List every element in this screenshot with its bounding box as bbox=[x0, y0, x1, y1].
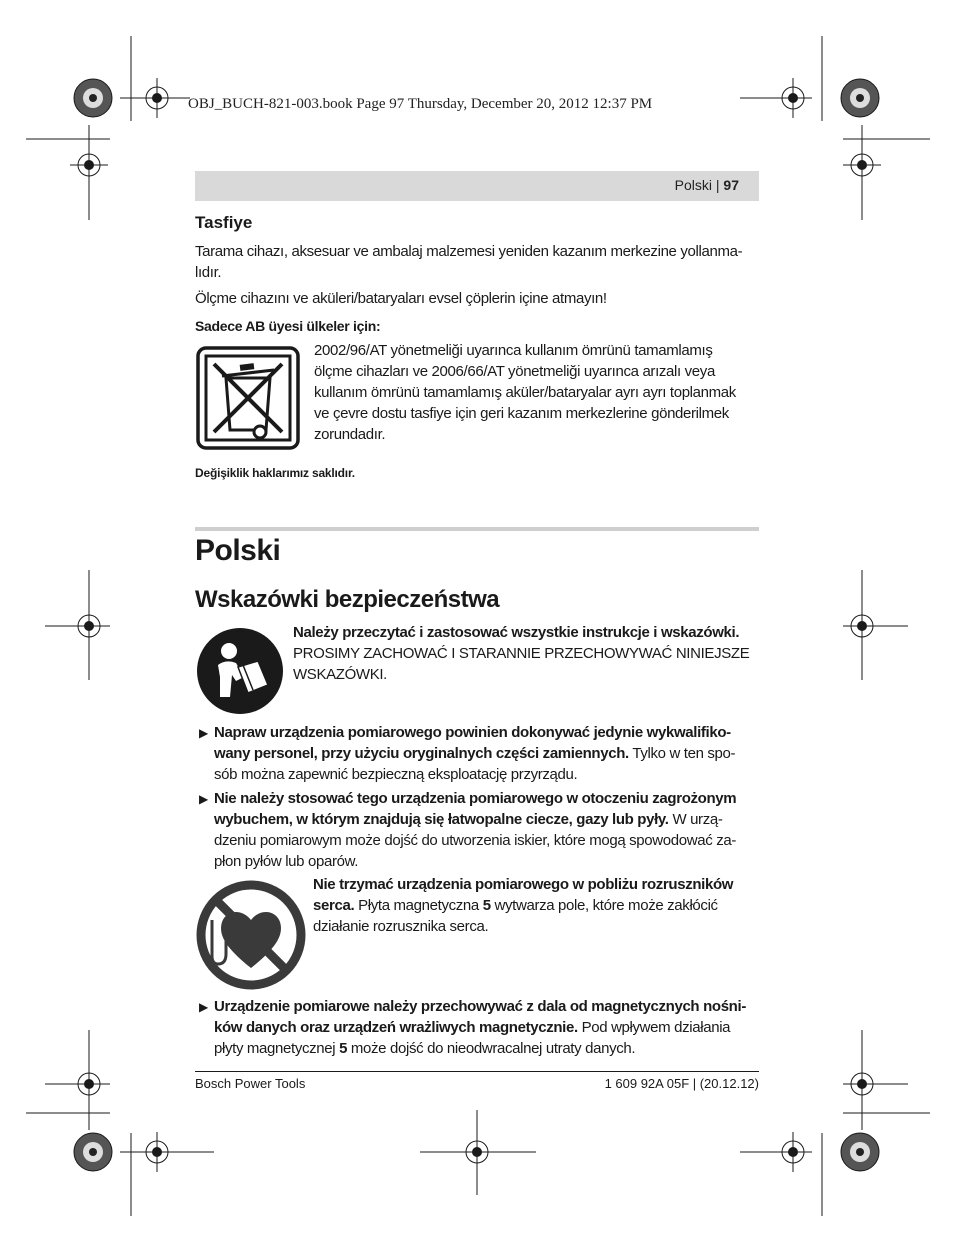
text-line bbox=[214, 1017, 746, 1038]
regular-text: może dojść do nieodwracalnej utraty danych. bbox=[347, 1040, 636, 1057]
starburst-mark bbox=[74, 79, 112, 117]
text-line bbox=[214, 809, 736, 830]
header-language: Polski bbox=[674, 177, 712, 193]
safety-bullet-magnetic bbox=[214, 996, 746, 1059]
safety-bullet-explosive bbox=[214, 788, 736, 872]
text-line bbox=[313, 874, 733, 895]
starburst-mark bbox=[841, 1133, 879, 1171]
text-line: dzeniu pomiarowym może dojść do utworzenia iskier, które mogą spowodować za- bbox=[214, 832, 736, 849]
text-line: kullanım ömrünü tamamlamış aküler/bataryalar ayrı ayrı toplanmak bbox=[314, 384, 736, 401]
regular-text: W urzą- bbox=[668, 811, 723, 828]
text-line: ve çevre dostu tasfiye için geri kazanım merkezlerine gönderilmek bbox=[314, 405, 729, 422]
header-text bbox=[675, 177, 739, 193]
regular-text: Pod wpływem działania bbox=[577, 1019, 731, 1036]
crosshair-mark bbox=[843, 570, 908, 680]
regular-text: płyty magnetycznej bbox=[214, 1040, 340, 1057]
text-line bbox=[214, 743, 735, 764]
bullet-icon: ▶ bbox=[199, 1000, 209, 1014]
crosshair-mark bbox=[120, 36, 190, 121]
bold-text: Należy przeczytać i zastosować wszystkie instrukcje i wskazówki. bbox=[293, 624, 740, 641]
regular-text: wytwarza pole, które może zakłócić bbox=[490, 897, 718, 914]
footer-publisher: Bosch Power Tools bbox=[195, 1076, 306, 1091]
disposal-paragraph bbox=[195, 241, 761, 283]
print-info-line: OBJ_BUCH-821-003.book Page 97 Thursday, December 20, 2012 12:37 PM bbox=[188, 96, 653, 112]
footer-doc-id: 1 609 92A 05F | (20.12.12) bbox=[604, 1076, 759, 1091]
crosshair-mark bbox=[420, 1110, 536, 1195]
text-line: sób można zapewnić bezpieczną eksploatację przyrządu. bbox=[214, 766, 578, 783]
text-line: działanie rozrusznika serca. bbox=[313, 918, 489, 935]
safety-bullet-repair bbox=[214, 722, 735, 785]
bold-text: Urządzenie pomiarowe należy przechowywać z dala od magnetycznych nośni- bbox=[214, 998, 746, 1015]
bold-text: serca. bbox=[313, 897, 355, 914]
text-line: ölçme cihazları ve 2006/66/AT yönetmeliği uyarınca arızalı veya bbox=[314, 363, 715, 380]
eu-directive-text bbox=[314, 340, 760, 445]
disposal-warning: Ölçme cihazını ve aküleri/bataryaları evsel çöplerin içine atmayın! bbox=[195, 290, 607, 307]
bold-text: ków danych oraz urządzeń wrażliwych magnetycznie. bbox=[214, 1019, 578, 1036]
crosshair-mark bbox=[26, 1030, 110, 1130]
text-line bbox=[214, 788, 736, 809]
language-title: Polski bbox=[195, 534, 281, 567]
regular-text: Tylko w ten spo- bbox=[628, 745, 736, 762]
bold-text: Nie trzymać urządzenia pomiarowego w pobliżu rozruszników bbox=[313, 876, 734, 893]
text-line: zorundadır. bbox=[314, 426, 386, 443]
eu-heading: Sadece AB üyesi ülkeler için: bbox=[195, 318, 381, 334]
text-line: Tarama cihazı, aksesuar ve ambalaj malzemesi yeniden kazanım merkezine yollanma- bbox=[195, 243, 743, 260]
crosshair-mark bbox=[740, 36, 822, 121]
bold-text: Nie należy stosować tego urządzenia pomiarowego w otoczeniu zagrożonym bbox=[214, 790, 737, 807]
crosshair-mark bbox=[120, 1132, 214, 1216]
page-header bbox=[195, 171, 759, 201]
header-separator: | bbox=[715, 177, 720, 193]
page-number: 97 bbox=[723, 177, 739, 193]
text-line bbox=[214, 1038, 746, 1059]
bold-text: 5 bbox=[339, 1040, 348, 1057]
read-manual-icon bbox=[196, 627, 284, 715]
no-pacemaker-icon bbox=[196, 880, 306, 990]
rights-notice: Değişiklik haklarımız saklıdır. bbox=[195, 466, 355, 480]
crosshair-mark bbox=[843, 1030, 930, 1130]
text-line: WSKAZÓWKI. bbox=[293, 666, 388, 683]
text-line bbox=[214, 996, 746, 1017]
pacemaker-warning bbox=[313, 874, 733, 937]
crosshair-mark bbox=[26, 125, 110, 220]
starburst-mark bbox=[841, 79, 879, 117]
bold-text: Napraw urządzenia pomiarowego powinien dokonywać jedynie wykwalifiko- bbox=[214, 724, 731, 741]
read-instructions-block bbox=[293, 622, 749, 685]
bullet-icon: ▶ bbox=[199, 726, 209, 740]
text-line: płon pyłów lub oparów. bbox=[214, 853, 359, 870]
section-divider bbox=[195, 527, 759, 531]
text-line bbox=[313, 895, 733, 916]
bullet-icon: ▶ bbox=[199, 792, 209, 806]
safety-section-title: Wskazówki bezpieczeństwa bbox=[195, 586, 500, 613]
bold-text: 5 bbox=[482, 897, 491, 914]
text-line bbox=[293, 622, 749, 643]
bold-text: wybuchem, w którym znajdują się łatwopalne ciecze, gazy lub pyły. bbox=[214, 811, 669, 828]
disposal-title: Tasfiye bbox=[195, 213, 253, 232]
text-line bbox=[214, 722, 735, 743]
weee-bin-icon bbox=[196, 346, 300, 450]
text-line: 2002/96/AT yönetmeliği uyarınca kullanım ömrünü tamamlamış bbox=[314, 342, 713, 359]
text-line: PROSIMY ZACHOWAĆ I STARANNIE PRZECHOWYWAĆ NINIEJSZE bbox=[293, 645, 750, 662]
crosshair-mark bbox=[843, 125, 930, 220]
text-line: lıdır. bbox=[195, 264, 222, 281]
crosshair-mark bbox=[45, 570, 110, 680]
bold-text: wany personel, przy użyciu oryginalnych części zamiennych. bbox=[214, 745, 629, 762]
starburst-mark bbox=[74, 1133, 112, 1171]
crosshair-mark bbox=[740, 1132, 822, 1216]
footer-rule bbox=[195, 1071, 759, 1072]
regular-text: Płyta magnetyczna bbox=[354, 897, 483, 914]
